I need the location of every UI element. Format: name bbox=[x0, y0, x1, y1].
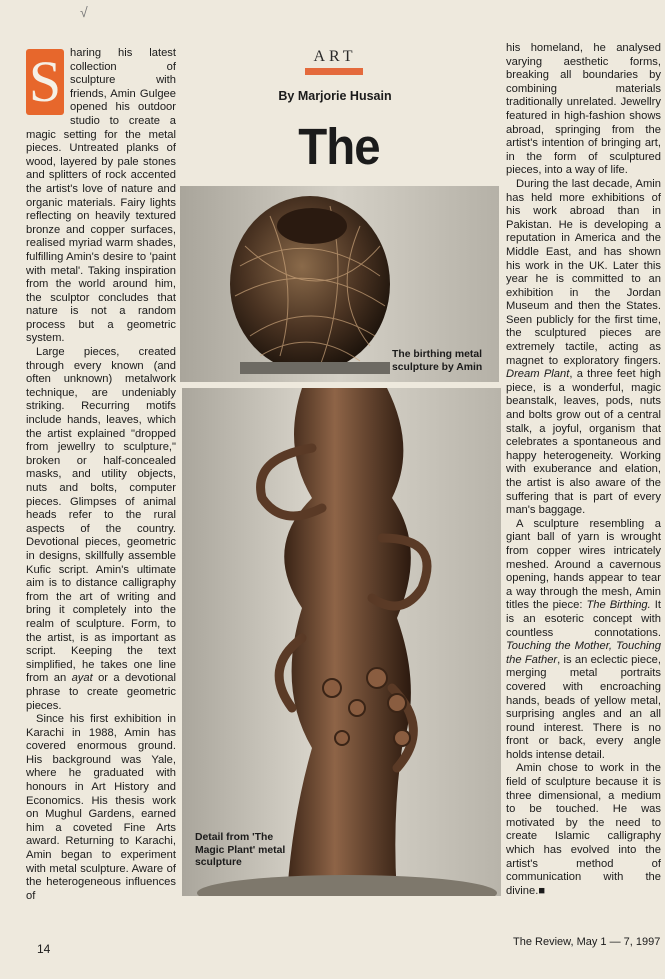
col3-paragraph-2: During the last decade, Amin has held more exhibitions of his work abroad than in Pakistan. He is developing a reputation in America and the Middle East, and has shown his work in the UK. Later this year he is committed to an exhibition in the Jordan Museum and then the States. Seen publicly for the first time, the sculptured pieces are extremely tactile, acting as magnet to exploratory fingers. Dream Plant, a three feet high piece, is a wonderful, magic beanstalk, leaves, pods, nuts and bolts grow out of a central stalk, a joyful, organism that celebrates a spontaneous and happy heterogeneity. Working with exuberance and elation, the artist is also aware of the suffering that is part of every man's baggage. bbox=[506, 177, 661, 517]
article-column-3 bbox=[506, 42, 661, 898]
col3-paragraph-3: A sculpture resembling a giant ball of yarn is wrought from copper wires intricately meshed. Around a cavernous opening, hands appear to tear a way through the mesh, Amin titles the piece: The Birthing. It is an esoteric concept with countless connotations. Touching the Mother, Touching the Father, is an eclectic piece, merging metal portraits covered with encroaching hands, beads of yellow metal, surprising angles and an all round interest. There is no front or back, every angle holds intense detail. bbox=[506, 517, 661, 761]
section-underline bbox=[305, 68, 363, 75]
col1-paragraph-3: Since his first exhibition in Karachi in 1988, Amin has covered enormous ground. His background was Yale, where he graduated with honours in Art History and Economics. His thesis work on Mughul Gardens, earned him a coveted Fine Arts award. Returning to Karachi, Amin began to experiment with metal sculpture. Aware of the heterogeneous influences of bbox=[26, 713, 176, 902]
end-mark: ■ bbox=[538, 884, 546, 897]
publication-footer: The Review, May 1 — 7, 1997 bbox=[513, 936, 661, 948]
byline: By Marjorie Husain bbox=[278, 89, 392, 103]
col3-paragraph-4: Amin chose to work in the field of sculpture because it is three dimensional, a medium to be touched. He was motivated by the need to create Islamic calligraphy which has evolved into the artist's method of communication with the divine.■ bbox=[506, 762, 661, 897]
photo-caption-birthing: The birthing metal sculpture by Amin bbox=[392, 349, 483, 373]
drop-cap: S bbox=[26, 49, 64, 115]
col1-paragraph-1: haring his latest collection of sculpture with friends, Amin Gulgee opened his outdoor studio to create a magic setting for the metal pieces. Untreated planks of wood, layered by pale stones and splitters of rock accented the artist's love of nature and organic materials. Fairy lights reflecting on heavily textured bronze and copper surfaces, realised myriad warm shades, fulfilling Amin's desire to 'paint with metal'. Taking inspiration from the world around him, the sculptor concludes that nature is not a random process but a geometric system. bbox=[26, 47, 176, 345]
photo-caption-magic-plant: Detail from 'The Magic Plant' metal sculpture bbox=[195, 832, 286, 868]
headline: The bbox=[298, 118, 380, 175]
col1-paragraph-2: Large pieces, created through every known (and often unknown) metalwork technique, are undeniably striking. Recurring motifs include hands, leaves, which the artist explained "dropped from jewellry to sculpture," broken or half-concealed masks, and utility objects, nuts and bolts, computer pieces. Glimpses of animal heads refer to the rural aspects of the country. Devotional pieces, geometric in designs, skillfully assemble Kufic script. Amin's ultimate aim is to distance calligraphy from the art of writing and bring it completely into the realm of sculpture. Form, to the artist, is as important as script. Keeping the text simplified, he takes one line from an ayat or a devotional phrase to create geometric pieces. bbox=[26, 346, 176, 712]
section-label: ART bbox=[313, 48, 357, 65]
article-column-1 bbox=[26, 47, 176, 903]
pencil-mark: √ bbox=[80, 4, 88, 20]
col3-paragraph-1: his homeland, he analysed varying aesthetic forms, breaking all boundaries by combining materials traditionally unrelated. Jewellry featured in high-fashion shows abroad, springing from the artist's intention of bringing art, in the form of sculptured pieces, into a way of life. bbox=[506, 42, 661, 177]
photo-magic-plant-sculpture bbox=[182, 388, 501, 896]
page-number: 14 bbox=[37, 942, 51, 956]
